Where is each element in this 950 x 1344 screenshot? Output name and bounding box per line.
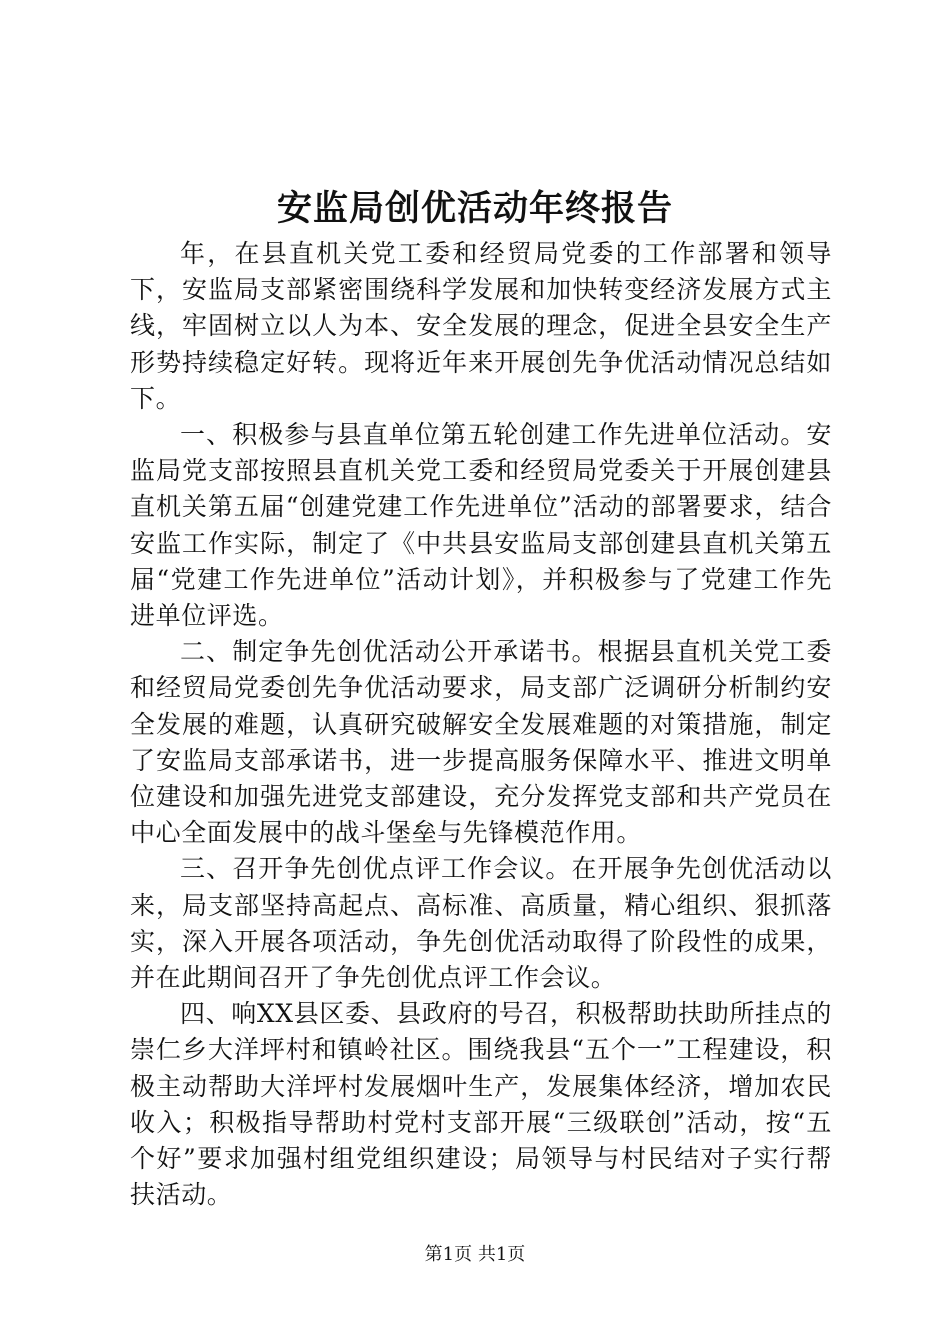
paragraph-section-1: 一、积极参与县直单位第五轮创建工作先进单位活动。安监局党支部按照县直机关党工委和经贸局党委关于开展创建县直机关第五届“创建党建工作先进单位”活动的部署要求，结合安监工作实际，制定了《中共县安监局支部创建县直机关第五届“党建工作先进单位”活动计划》，并积极参与了党建工作先进单位评选。 bbox=[130, 420, 832, 631]
paragraph-intro: 年，在县直机关党工委和经贸局党委的工作部署和领导下，安监局支部紧密围绕科学发展和加快转变经济发展方式主线，牢固树立以人为本、安全发展的理念，促进全县安全生产形势持续稳定好转。现将近年来开展创先争优活动情况总结如下。 bbox=[130, 239, 832, 413]
document-title: 安监局创优活动年终报告 bbox=[276, 188, 673, 229]
page-number-footer: 第1页 共1页 bbox=[424, 1244, 526, 1265]
paragraph-section-2: 二、制定争先创优活动公开承诺书。根据县直机关党工委和经贸局党委创先争优活动要求，局支部广泛调研分析制约安全发展的难题，认真研究破解安全发展难题的对策措施，制定了安监局支部承诺书，进一步提高服务保障水平、推进文明单位建设和加强先进党支部建设，充分发挥党支部和共产党员在中心全面发展中的战斗堡垒与先锋模范作用。 bbox=[130, 637, 832, 848]
document-body bbox=[130, 236, 832, 1213]
paragraph-section-3: 三、召开争先创优点评工作会议。在开展争先创优活动以来，局支部坚持高起点、高标准、高质量，精心组织、狠抓落实，深入开展各项活动，争先创优活动取得了阶段性的成果，并在此期间召开了争先创优点评工作会议。 bbox=[130, 854, 832, 993]
paragraph-section-4: 四、响XX县区委、县政府的号召，积极帮助扶助所挂点的崇仁乡大洋坪村和镇岭社区。围绕我县“五个一”工程建设，积极主动帮助大洋坪村发展烟叶生产，发展集体经济，增加农民收入；积极指导帮助村党村支部开展“三级联创”活动，按“五个好”要求加强村组党组织建设；局领导与村民结对子实行帮扶活动。 bbox=[130, 999, 832, 1210]
